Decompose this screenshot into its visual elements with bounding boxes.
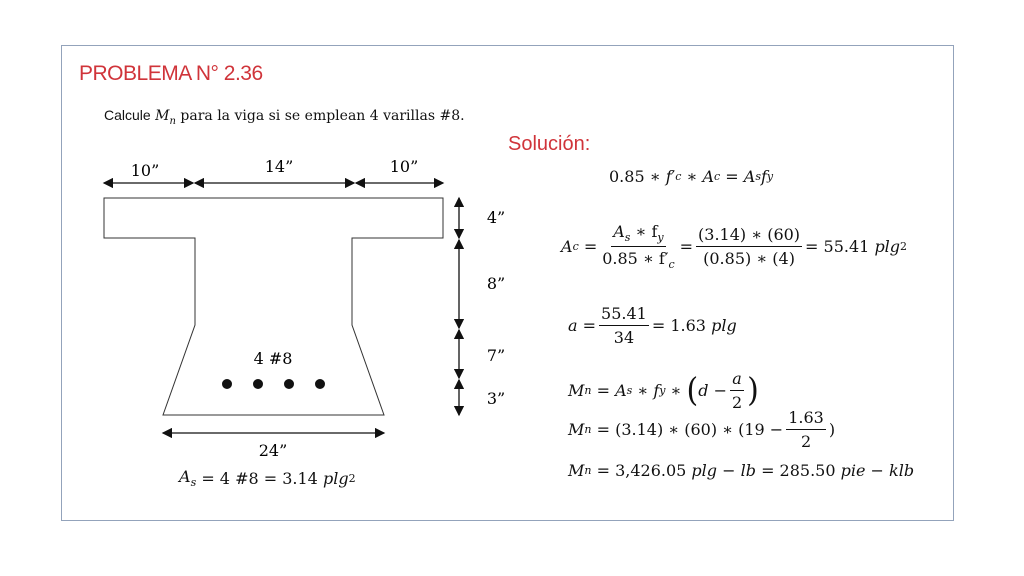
equation-2: A c = $\frac{A_s ∗ f_y}{0.85 ∗ f'_c}$ = $\frac{(3.14) ∗ (60)}{(0.85) ∗ (4)}$ = 55.41 plg 2 bbox=[561, 222, 908, 272]
right-dim-label-1: 4” bbox=[486, 208, 506, 227]
equation-3: a = $\frac{55.41}{34}$ = 1.63 plg bbox=[568, 304, 737, 347]
top-dim-label-1: 10” bbox=[130, 161, 160, 180]
rebar-dot bbox=[222, 379, 232, 389]
rebar-dot bbox=[284, 379, 294, 389]
top-dim-label-2: 14” bbox=[264, 157, 294, 176]
problem-title: PROBLEMA N° 2.36 bbox=[79, 62, 263, 85]
statement-rest: para la viga si se emplean 4 varillas #8. bbox=[180, 108, 465, 124]
right-dim-label-2: 8” bbox=[486, 274, 506, 293]
equation-1: 0.85 ∗ f ′ c ∗ A c = A s f y bbox=[609, 167, 774, 186]
eq2-fraction-2: $\frac{(3.14) ∗ (60)}{(0.85) ∗ (4)}$ bbox=[698, 225, 801, 269]
eq4-fraction: $\frac{a}{2}$ bbox=[731, 369, 743, 412]
right-dim-label-3: 7” bbox=[486, 346, 506, 365]
equation-5: M n = (3.14) ∗ (60) ∗ (19 − $\frac{1.63}{2}$ ) bbox=[568, 408, 836, 451]
beam-outline bbox=[104, 198, 443, 415]
bars-label: 4 #8 bbox=[253, 349, 293, 368]
right-dim-label-4: 3” bbox=[486, 389, 506, 408]
solution-title: Solución: bbox=[508, 133, 591, 155]
steel-area-formula: $A_s$ = 4 #8 = 3.14 plg 2 bbox=[179, 467, 356, 490]
top-dim-label-3: 10” bbox=[389, 157, 419, 176]
eq5-fraction: $\frac{1.63}{2}$ bbox=[788, 408, 824, 451]
eq2-fraction-1: $\frac{A_s ∗ f_y}{0.85 ∗ f'_c}$ bbox=[602, 222, 675, 272]
equation-4: M n = A s ∗ f y ∗ ( d − $\frac{a}{2}$ ) bbox=[568, 369, 759, 412]
statement-prefix: Calcule bbox=[104, 107, 151, 123]
bottom-dim-label: 24” bbox=[258, 441, 288, 460]
rebar-dot bbox=[315, 379, 325, 389]
equation-6: M n = 3,426.05 plg − lb = 285.50 pie − klb bbox=[568, 461, 915, 480]
eq3-fraction: $\frac{55.41}{34}$ bbox=[601, 304, 647, 347]
rebar-dot bbox=[253, 379, 263, 389]
statement-variable: $M_n$ bbox=[155, 108, 176, 127]
